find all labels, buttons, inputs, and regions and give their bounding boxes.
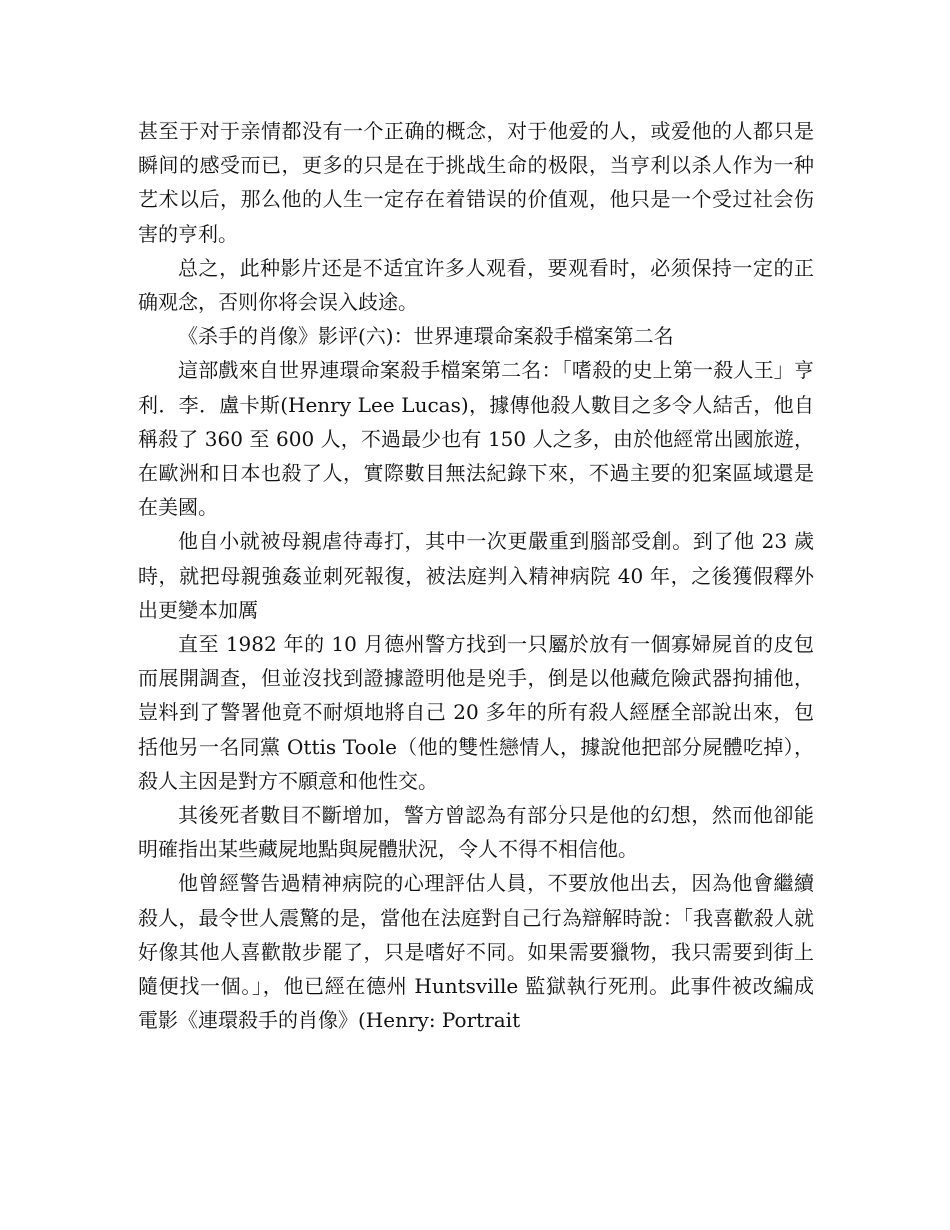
paragraph-2: 总之，此种影片还是不适宜许多人观看，要观看时，必须保持一定的正确观念，否则你将会误入歧途。 — [138, 255, 814, 315]
paragraph-4: 他自小就被母親虐待毒打，其中一次更嚴重到腦部受創。到了他 23 歲時，就把母親強姦並刺死報復，被法庭判入精神病院 40 年，之後獲假釋外出更變本加厲 — [138, 529, 814, 622]
paragraph-6: 其後死者數目不斷增加，警方曾認為有部分只是他的幻想，然而他卻能明確指出某些藏屍地點與屍體狀況，令人不得不相信他。 — [138, 803, 814, 862]
paragraph-7: 他曾經警告過精神病院的心理評估人員，不要放他出去，因為他會繼續殺人，最令世人震驚的是，當他在法庭對自己行為辯解時說：「我喜歡殺人就好像其他人喜歡散步罷了，只是嗜好不同。如果需要獵物，我只需要到街上隨便找一個。」，他已經在德州 Huntsville 監獄執行死刑。此事件被改編成電影《連環殺手的肖像》(Henry: Portrait — [138, 871, 814, 1033]
document-body — [138, 114, 814, 1037]
paragraph-1: 甚至于对于亲情都没有一个正确的概念，对于他爱的人，或爱他的人都只是瞬间的感受而已，更多的只是在于挑战生命的极限，当亨利以杀人作为一种艺术以后，那么他的人生一定存在着错误的价值观，他只是一个受过社会伤害的亨利。 — [138, 119, 814, 246]
paragraph-3: 這部戲來自世界連環命案殺手檔案第二名：「嗜殺的史上第一殺人王」亨利．李．盧卡斯(Henry Lee Lucas)，據傳他殺人數目之多令人結舌，他自稱殺了 360 至 600 人，不過最少也有 150 人之多，由於他經常出國旅遊，在歐洲和日本也殺了人，實際數目無法紀錄下來，不過主要的犯案區域還是在美國。 — [138, 358, 814, 520]
review-heading: 《杀手的肖像》影评(六)：世界連環命案殺手檔案第二名 — [178, 324, 674, 349]
paragraph-5: 直至 1982 年的 10 月德州警方找到一只屬於放有一個寡婦屍首的皮包而展開調查，但並沒找到證據證明他是兇手，倒是以他藏危險武器拘捕他，豈料到了警署他竟不耐煩地將自己 20 多年的所有殺人經歷全部說出來，包括他另一名同黨 Ottis Toole（他的雙性戀情人，據說他把部分屍體吃掉），殺人主因是對方不願意和他性交。 — [138, 632, 814, 793]
